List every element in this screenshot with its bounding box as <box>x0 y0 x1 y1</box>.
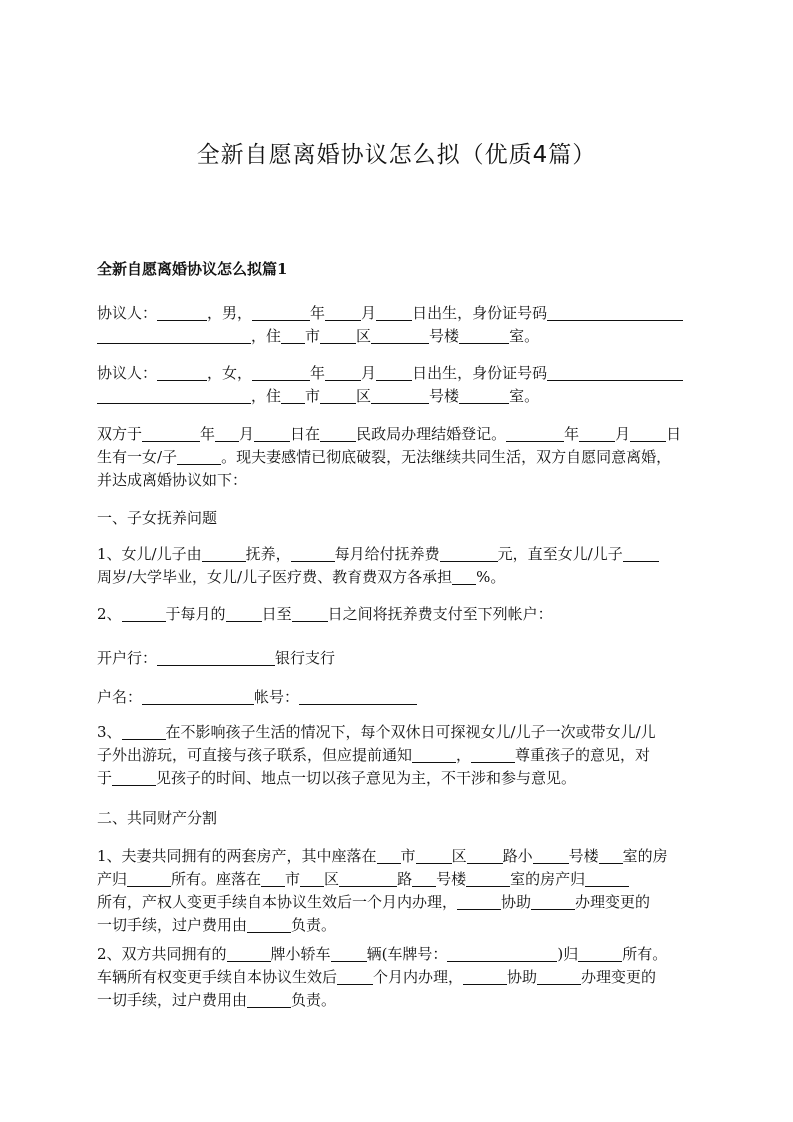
fill-in-blank <box>112 769 156 786</box>
text-fragment: 所有。座落在 <box>171 870 262 888</box>
fill-in-blank <box>142 425 200 442</box>
fill-in-blank <box>377 847 401 864</box>
text-fragment: ， <box>456 746 472 764</box>
text-fragment: 办理变更的 <box>581 968 657 986</box>
text-line <box>97 943 702 966</box>
text-fragment: 协助 <box>507 968 538 986</box>
text-line <box>97 891 702 914</box>
heading-child-custody: 一、子女抚养问题 <box>97 509 218 527</box>
fill-in-blank <box>291 545 335 562</box>
fill-in-blank <box>466 870 510 887</box>
text-fragment: 。现夫妻感情已彻底破裂，无法继续共同生活，双方自愿同意离婚， <box>221 448 672 466</box>
text-fragment: 日出生，身份证号码 <box>412 304 548 322</box>
text-fragment: 负责。 <box>291 991 337 1009</box>
text-line <box>97 721 702 744</box>
fill-in-blank <box>299 688 417 705</box>
text-fragment: 室的房 <box>622 847 668 865</box>
fill-in-blank <box>531 893 575 910</box>
text-fragment: 区 <box>324 870 340 888</box>
year-blank <box>252 304 310 321</box>
fill-in-blank <box>447 945 557 962</box>
text-line <box>97 989 702 1012</box>
fill-in-blank <box>142 688 254 705</box>
fill-in-blank <box>599 847 623 864</box>
text-fragment: 室。 <box>509 327 540 345</box>
text-fragment: 民政局办理结婚登记。 <box>356 425 507 443</box>
fill-in-blank <box>281 327 305 344</box>
id-blank-cont <box>97 327 251 344</box>
text-line <box>97 446 702 469</box>
id-blank <box>547 304 683 321</box>
fill-in-blank <box>440 545 498 562</box>
fill-in-blank <box>261 870 285 887</box>
text-fragment: 元，直至女儿/儿子 <box>497 545 623 563</box>
text-fragment: 抚养， <box>245 545 291 563</box>
fill-in-blank <box>300 870 324 887</box>
fill-in-blank <box>157 364 207 381</box>
text-fragment: 开户行： <box>97 649 158 667</box>
text-fragment: 3、 <box>97 723 122 741</box>
text-fragment: 月 <box>615 425 631 443</box>
text-line <box>97 868 702 891</box>
text-fragment: 1、夫妻共同拥有的两套房产，其中座落在 <box>97 847 377 865</box>
text-fragment: 日 <box>666 425 682 443</box>
text-fragment: 号楼 <box>568 847 599 865</box>
fill-in-blank <box>376 364 412 381</box>
fill-in-blank <box>254 425 290 442</box>
text-fragment: 市 <box>305 387 321 405</box>
text-fragment: 银行支行 <box>275 649 336 667</box>
text-line <box>97 543 702 566</box>
text-fragment: 年 <box>310 304 326 322</box>
text-fragment: %。 <box>476 568 506 586</box>
text-fragment: 协议人： <box>97 364 158 382</box>
document-title: 全新自愿离婚协议怎么拟（优质4篇） <box>196 142 597 168</box>
fill-in-blank <box>247 991 291 1008</box>
text-fragment: 所有。 <box>622 945 668 963</box>
fill-in-blank <box>227 945 271 962</box>
text-fragment: 负责。 <box>291 916 337 934</box>
fill-in-blank <box>122 605 166 622</box>
fill-in-blank <box>97 387 251 404</box>
text-fragment: 号楼 <box>429 387 460 405</box>
text-fragment: 协议人： <box>97 304 158 322</box>
fill-in-blank <box>412 870 436 887</box>
fill-in-blank <box>371 327 429 344</box>
fill-in-blank <box>471 746 515 763</box>
real-estate-paragraph <box>97 845 702 937</box>
text-fragment: 日在 <box>290 425 321 443</box>
fill-in-blank <box>463 968 507 985</box>
fill-in-blank <box>252 364 310 381</box>
text-fragment: 市 <box>305 327 321 345</box>
text-fragment: 室的房产归 <box>510 870 586 888</box>
bank-paragraph <box>97 647 702 670</box>
text-fragment: 于 <box>97 769 113 787</box>
text-fragment: 区 <box>356 327 372 345</box>
text-fragment: 路小 <box>502 847 533 865</box>
fill-in-blank <box>281 387 305 404</box>
text-fragment: 日至 <box>261 605 292 623</box>
text-fragment: 个月内办理， <box>373 968 464 986</box>
text-fragment: 年 <box>310 364 326 382</box>
text-fragment: 2、双方共同拥有的 <box>97 945 227 963</box>
text-fragment: 月 <box>361 304 377 322</box>
text-fragment: 区 <box>451 847 467 865</box>
day-blank <box>376 304 412 321</box>
text-fragment: 户名： <box>97 688 143 706</box>
fill-in-blank <box>623 545 659 562</box>
text-fragment: 双方于 <box>97 425 143 443</box>
text-fragment: 室。 <box>509 387 540 405</box>
text-line <box>97 686 702 709</box>
fill-in-blank <box>412 746 456 763</box>
fill-in-blank <box>457 893 501 910</box>
text-fragment: ，女， <box>207 364 253 382</box>
fill-in-blank <box>578 945 622 962</box>
fill-in-blank <box>630 425 666 442</box>
text-fragment: 生有一女/子 <box>97 448 178 466</box>
text-line <box>97 744 702 767</box>
marriage-paragraph <box>97 423 702 492</box>
text-fragment: 区 <box>356 387 372 405</box>
text-fragment: 一切手续，过户费用由 <box>97 991 248 1009</box>
vehicle-paragraph <box>97 943 702 1012</box>
text-fragment: 月 <box>239 425 255 443</box>
text-fragment: 帐号： <box>254 688 300 706</box>
text-fragment: 一切手续，过户费用由 <box>97 916 248 934</box>
text-fragment: 日之间将抚养费支付至下列帐户： <box>327 605 553 623</box>
text-line <box>97 966 702 989</box>
fill-in-blank <box>226 605 262 622</box>
text-fragment: 协助 <box>501 893 532 911</box>
fill-in-blank <box>320 425 356 442</box>
fill-in-blank <box>337 968 373 985</box>
text-fragment: 见孩子的时间、地点一切以孩子意见为主，不干涉和参与意见。 <box>156 769 577 787</box>
text-line <box>97 566 702 589</box>
text-fragment: 1、女儿/儿子由 <box>97 545 202 563</box>
fill-in-blank <box>459 387 509 404</box>
fill-in-blank <box>215 425 239 442</box>
fill-in-blank <box>292 605 328 622</box>
fill-in-blank <box>202 545 246 562</box>
text-fragment: 市 <box>285 870 301 888</box>
fill-in-blank <box>416 847 452 864</box>
text-line <box>97 362 702 385</box>
fill-in-blank <box>157 649 275 666</box>
text-line: 并达成离婚协议如下： <box>97 471 248 489</box>
fill-in-blank <box>533 847 569 864</box>
text-fragment: 于每月的 <box>165 605 226 623</box>
fill-in-blank <box>585 870 629 887</box>
fill-in-blank <box>371 387 429 404</box>
text-fragment: 办理变更的 <box>575 893 651 911</box>
text-line <box>97 767 702 790</box>
text-line <box>97 603 702 626</box>
fill-in-blank <box>331 945 367 962</box>
text-fragment: 尊重孩子的意见，对 <box>515 746 651 764</box>
text-fragment: 子外出游玩，可直接与孩子联系，但应提前通知 <box>97 746 413 764</box>
month-blank <box>325 304 361 321</box>
fill-in-blank <box>320 387 356 404</box>
fill-in-blank <box>537 968 581 985</box>
text-line <box>97 914 702 937</box>
fill-in-blank <box>177 448 221 465</box>
text-line <box>97 845 702 868</box>
text-fragment: 号楼 <box>436 870 467 888</box>
party-male-paragraph <box>97 302 702 348</box>
fill-in-blank <box>339 870 397 887</box>
account-paragraph <box>97 686 702 709</box>
text-fragment: 2、 <box>97 605 122 623</box>
fill-in-blank <box>547 364 683 381</box>
text-fragment: 产归 <box>97 870 128 888</box>
fill-in-blank <box>320 327 356 344</box>
heading-property-division: 二、共同财产分割 <box>97 809 218 827</box>
fill-in-blank <box>122 723 166 740</box>
text-fragment: 市 <box>400 847 416 865</box>
text-fragment: )归 <box>557 945 579 963</box>
text-fragment: 辆(车牌号： <box>366 945 448 963</box>
text-fragment: 周岁/大学毕业，女儿/儿子医疗费、教育费双方各承担 <box>97 568 453 586</box>
text-fragment: ，住 <box>251 387 282 405</box>
text-fragment: 每月给付抚养费 <box>334 545 440 563</box>
text-fragment: ，住 <box>251 327 282 345</box>
party-female-paragraph <box>97 362 702 408</box>
text-fragment: 所有，产权人变更手续自本协议生效后一个月内办理， <box>97 893 458 911</box>
section-title: 全新自愿离婚协议怎么拟篇1 <box>97 260 288 278</box>
text-line <box>97 647 702 670</box>
text-fragment: 日出生，身份证号码 <box>412 364 548 382</box>
text-fragment: 号楼 <box>429 327 460 345</box>
fill-in-blank <box>325 364 361 381</box>
fill-in-blank <box>459 327 509 344</box>
text-fragment: 在不影响孩子生活的情况下，每个双休日可探视女儿/儿子一次或带女儿/儿 <box>165 723 656 741</box>
text-line <box>97 385 702 408</box>
fill-in-blank <box>467 847 503 864</box>
visitation-paragraph <box>97 721 702 790</box>
fill-in-blank <box>506 425 564 442</box>
text-fragment: 年 <box>564 425 580 443</box>
fill-in-blank <box>247 916 291 933</box>
fill-in-blank <box>127 870 171 887</box>
text-fragment: 月 <box>361 364 377 382</box>
text-fragment: 车辆所有权变更手续自本协议生效后 <box>97 968 338 986</box>
fill-in-blank <box>452 568 476 585</box>
text-fragment: 年 <box>200 425 216 443</box>
text-line <box>97 423 702 446</box>
text-line <box>97 302 702 325</box>
fill-in-blank <box>579 425 615 442</box>
custody-paragraph <box>97 543 702 589</box>
text-fragment: 路 <box>397 870 413 888</box>
text-line <box>97 325 702 348</box>
text-fragment: 牌小轿车 <box>270 945 331 963</box>
payment-schedule-paragraph <box>97 603 702 626</box>
name-blank <box>157 304 207 321</box>
text-fragment: ，男， <box>207 304 253 322</box>
